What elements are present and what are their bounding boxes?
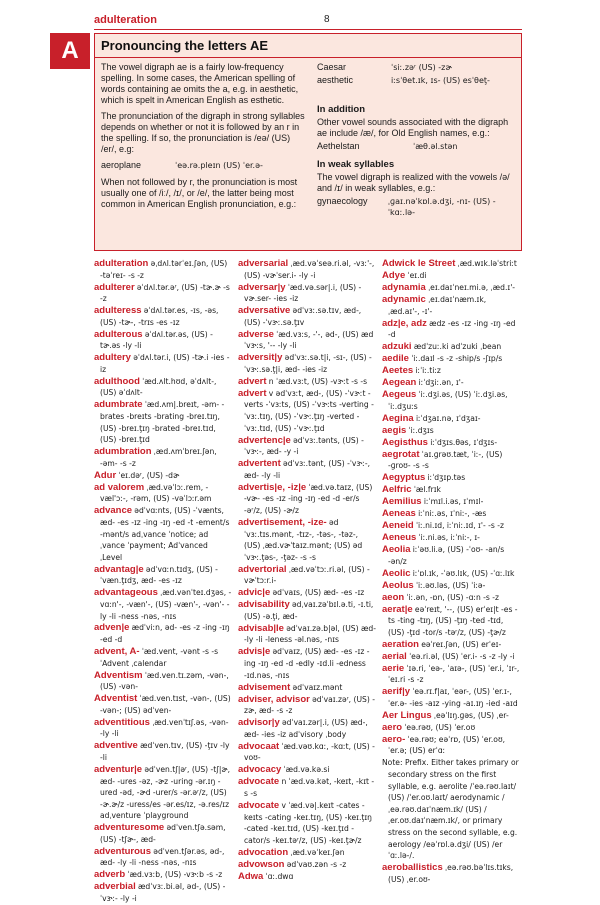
entry-pronunciation: ədˈvaɪz.mənt <box>292 682 343 692</box>
entry-headword: advisab|le <box>238 622 284 634</box>
dictionary-entry <box>94 869 232 881</box>
entry-pronunciation: Note: Prefix. Either takes primary or secondary stress on the first syllable, e.g. aerolite /ˈeə.rəʊ.laɪt/ (US) /ˈer.oʊ.laɪt/ aerodynamic /ˌeə.rəʊ.daɪˈnæm.ɪk/ (US) /ˌer.oʊ.daɪˈnæm.ɪk/, or primary stress on the second syllable, e.g. aerology /eəˈrɒl.ə.dʒi/ (US) /erˈɑː.lə-/. <box>382 758 519 861</box>
dictionary-entry <box>238 646 376 681</box>
entry-column-3 <box>382 258 526 884</box>
entry-headword: advocate <box>238 776 280 788</box>
dictionary-entry <box>382 580 520 592</box>
entry-headword: aerial <box>382 650 407 662</box>
entry-pronunciation: əˈdʌl.tər.i, (US) -tɚ.i -ies -iz <box>100 353 230 374</box>
entry-pronunciation: ˈæd.və.kə.si <box>283 765 330 775</box>
entry-headword: Aelfric <box>382 484 412 496</box>
entry-pronunciation: ədˈvɜː.sə.tɪv, æd-, (US) -ˈvɝː.sə.ţɪv <box>244 306 362 327</box>
example-word: Caesar <box>317 62 347 72</box>
dictionary-entry <box>238 388 376 434</box>
dictionary-entry <box>94 622 232 645</box>
dictionary-columns <box>94 258 526 904</box>
dictionary-entry <box>382 282 520 294</box>
dictionary-entry <box>94 587 232 622</box>
dictionary-entry <box>94 693 232 716</box>
dictionary-entry <box>382 413 520 425</box>
entry-pronunciation: ədˈvɜː.tɪs.mənt, -tɪz-, -təs-, -təz-, (US) ˌæd.vɚˈtaɪz.mənt; (US) ədˈvɝː.ţəs-, -ţəz- -s -s <box>244 517 363 562</box>
entry-headword: adventur|e <box>94 763 143 775</box>
dictionary-entry <box>238 376 376 388</box>
entry-headword: adumbration <box>94 446 152 458</box>
entry-headword: Adventist <box>94 693 138 705</box>
subheading-in-addition: In addition <box>317 104 366 115</box>
dictionary-entry <box>382 437 520 449</box>
entry-pronunciation: ədˌvaɪ.zəˈbɪl.ə.ti, -ɪ.ti, (US) -ə.ţi, æd- <box>244 600 374 621</box>
entry-headword: adverbial <box>94 881 136 893</box>
entry-headword: advocate <box>238 799 280 811</box>
dictionary-entry <box>238 764 376 776</box>
entry-pronunciation: ˈæd.vent, -vənt -s -s ˈAdvent ˌcalendar <box>100 647 219 668</box>
dictionary-entry <box>382 604 520 639</box>
entry-pronunciation: əˈdʌl.tər.es, -ɪs, -əs, (US) -tɚ-, -trɪs -es -ɪz <box>100 306 219 327</box>
dictionary-entry <box>238 352 376 375</box>
dictionary-entry <box>94 352 232 375</box>
dictionary-entry <box>94 376 232 399</box>
entry-headword: Aer Lingus <box>382 709 432 721</box>
entry-pronunciation: ˌæd.wɪk.ləˈstriːt <box>457 259 517 268</box>
entry-headword: adulthood <box>94 375 140 387</box>
entry-headword: adulterer <box>94 281 135 293</box>
entry-pronunciation: ˈæd.vɜːs, -'-, əd-, (US) ædˈvɝːs, '-- -ly -li <box>244 329 374 351</box>
entry-headword: Adye <box>382 269 406 281</box>
dictionary-entry <box>382 757 520 861</box>
entry-headword: advisability <box>238 599 290 611</box>
dictionary-entry <box>382 663 520 686</box>
entry-headword: adulterous <box>94 328 143 340</box>
example-word: aeroplane <box>101 160 142 170</box>
entry-headword: Aeneas <box>382 508 416 520</box>
entry-headword: adverb <box>94 869 126 881</box>
entry-pronunciation: ˌæd.vəˈkeɪ.ʃən <box>290 847 345 857</box>
entry-headword: Aeolia <box>382 544 411 556</box>
entry-headword: advance <box>94 505 133 517</box>
example-pron: ˈæθ.əl.stən <box>413 142 458 151</box>
entry-pronunciation: ədˈvaɪ.zəʳ, (US) -zɚ, æd- -s -z <box>244 694 375 716</box>
dictionary-entry <box>238 329 376 352</box>
entry-headword: Aemilius <box>382 496 422 508</box>
entry-pronunciation: ˌæd.vəˈseə.ri.əl, -vɜː'-, (US) -vɚˈser.i- -ly -i <box>244 259 375 280</box>
entry-pronunciation: ədˈvɜː.tənts, (US) -ˈvɝː-, æd- -y -i <box>244 435 364 457</box>
entry-headword: Aeetes <box>382 365 414 377</box>
entry-headword: adventitious <box>94 716 150 728</box>
dictionary-entry <box>238 776 376 799</box>
dictionary-entry <box>238 305 376 328</box>
page-number: 8 <box>324 14 330 25</box>
example-pron: ˈeə.rə.pleɪn (US) ˈer.ə- <box>175 161 263 170</box>
entry-pronunciation: v ˈæd.və|.keɪt -cates -keɪts -cating -keɪ.tɪŋ, (US) -keɪ.ţɪŋ -cated -keɪ.tɪd, (US) -keɪ.ţɪd -cator/s -keɪ.təʳ/z, (US) -keɪ.ţɚ/z <box>244 800 372 845</box>
entry-headword: aeroballistics <box>382 862 443 874</box>
dictionary-entry <box>382 592 520 604</box>
entry-pronunciation: ˈæd.ʌm|.breɪt, -əm- -brates -breɪts -brating -breɪ.tɪŋ, (US) -breɪ.ţɪŋ -brated -breɪ.tɪd, (US) -breɪ.ţɪd <box>100 400 225 445</box>
entry-pronunciation: ˈiː.dʒɪs <box>408 425 434 435</box>
dictionary-entry <box>382 532 520 544</box>
dictionary-entry <box>382 353 520 365</box>
dictionary-entry <box>238 800 376 846</box>
entry-pronunciation: ˈæl.frɪk <box>413 485 441 495</box>
dictionary-entry <box>238 682 376 694</box>
entry-headword: advantageous <box>94 587 158 599</box>
entry-headword: aegrotat <box>382 448 420 460</box>
entry-pronunciation: ədˈvaɪ.zər|.i, (US) æd-, æd- -ies -iz adˈvisory ˌbody <box>244 718 368 739</box>
entry-pronunciation: iːˈɒl.ɪk, -ˈəʊ.lɪk, (US) -ˈɑː.lɪk <box>412 568 515 578</box>
entry-pronunciation: ˈeə.rəʊ, (US) ˈer.oʊ <box>404 722 476 732</box>
entry-pronunciation: ˈiː.ni.ɪd, iːˈniː.ɪd, ɪ'- -s -z <box>415 521 504 531</box>
entry-headword: aero- <box>382 733 406 745</box>
entry-pronunciation: ˈæd.ʌlt.hʊd, əˈdʌlt-, (US) əˈdʌlt- <box>100 376 217 398</box>
letter-tab: A <box>50 33 90 69</box>
entry-pronunciation: ˈiː.ni.əs, iːˈniː-, ɪ- <box>418 533 480 543</box>
dictionary-entry <box>238 517 376 563</box>
entry-pronunciation: ədˈvaɪ.zə.b|əl, (US) æd- -ly -li -leness -əl.nəs, -nɪs <box>244 623 376 645</box>
entry-headword: advent, A- <box>94 646 140 658</box>
entry-pronunciation: eəˈreɪt, '--, (US) erˈeɪ|t -es -ts -ting -tɪŋ, (US) -ţɪŋ -ted -tɪd, (US) -ţɪd -tor/s -təʳ/z, (US) -ţɚ/z <box>388 604 518 637</box>
entry-pronunciation: ˌæd.vəˈtɔː.ri.əl, (US) -vɚˈtɔːr.i- <box>244 564 370 586</box>
dictionary-entry <box>94 564 232 587</box>
entry-headword: aerat|e <box>382 603 413 615</box>
dictionary-entry <box>382 270 520 282</box>
entry-pronunciation: ædz -es -ɪz -ing -ɪŋ -ed -d <box>388 318 516 340</box>
example-aeroplane <box>101 160 305 171</box>
dictionary-entry <box>94 846 232 869</box>
entry-pronunciation: ˈeə.ri.əl, (US) ˈer.i- -s -z -ly -i <box>409 651 515 661</box>
panel-para-1: The vowel digraph ae is a fairly low-frequency spelling. In some cases, the American spelling of words containing ae omits the a, e.g. in aesthetic, which is spelt in American English as esthetic. <box>101 62 299 105</box>
entry-headword: Aegeus <box>382 389 417 401</box>
entry-pronunciation: iːˈdʒaɪ.nə, ɪˈdʒaɪ- <box>415 413 481 423</box>
entry-headword: Aeolus <box>382 579 414 591</box>
entry-pronunciation: ædˈzuː.ki adˈzuki ˌbean <box>413 342 502 352</box>
entry-pronunciation: ˈeɪ.di <box>407 270 427 280</box>
dictionary-entry <box>94 305 232 328</box>
entry-pronunciation: ˈɪə.ri, ˈeə-, ˈaɪə-, (US) ˈer.i, ˈɪr-, ˈeɪ.ri -s -z <box>388 663 520 685</box>
entry-headword: adynamic <box>382 293 426 305</box>
entry-pronunciation: ˌeɪ.daɪˈneɪ.mi.ə, ˌæd.ɪ'- <box>428 282 516 292</box>
dictionary-entry <box>238 741 376 764</box>
entry-headword: adversative <box>238 305 291 317</box>
dictionary-entry <box>94 258 232 281</box>
entry-headword: advowson <box>238 858 285 870</box>
entry-pronunciation: iːˈdʒiː.ən, ɪ'- <box>418 378 464 388</box>
entry-column-2 <box>238 258 382 882</box>
entry-headword: Adwa <box>238 870 264 882</box>
dictionary-entry <box>382 568 520 580</box>
dictionary-entry <box>382 472 520 484</box>
entry-headword: adversit|y <box>238 352 283 364</box>
entry-pronunciation: əˈdʌl.tər.əʳ, (US) -tɚ.ɚ -s -z <box>100 282 230 304</box>
dictionary-entry <box>382 425 520 437</box>
entry-pronunciation: iːˈdʒɪs.θəs, ɪˈdʒɪs- <box>430 437 498 447</box>
entry-pronunciation: ədˈven.tʃər.əs, əd-, æd- -ly -li -ness -nəs, -nɪs <box>100 846 225 868</box>
entry-pronunciation: ædˈviːn, əd- -es -z -ing -ɪŋ -ed -d <box>100 623 230 645</box>
entry-headword: aeration <box>382 638 419 650</box>
entry-headword: adynamia <box>382 281 426 293</box>
dictionary-entry <box>382 722 520 734</box>
panel-title: Pronouncing the letters AE <box>95 34 521 58</box>
entry-headword: Aeneid <box>382 520 414 532</box>
entry-pronunciation: ˈiː.əʊ.ləs, (US) ˈiːə- <box>415 580 486 590</box>
dictionary-entry <box>94 446 232 469</box>
dictionary-entry <box>238 282 376 305</box>
entry-headword: adversarial <box>238 258 289 269</box>
example-pron: ˈsiː.zəʳ (US) -zɚ <box>391 63 452 72</box>
dictionary-entry <box>382 294 520 317</box>
panel-para-4: Other vowel sounds associated with the digraph ae include /æ/, for Old English names, e.g.: <box>317 117 509 138</box>
dictionary-entry <box>94 329 232 352</box>
entry-headword: advertent <box>238 458 281 470</box>
entry-headword: adulteration <box>94 258 149 269</box>
entry-headword: aeon <box>382 591 405 603</box>
entry-pronunciation: v ədˈvɜːt, æd-, (US) -ˈvɝːt -verts -ˈvɜːts, (US) -ˈvɝːts -verting -ˈvɜː.tɪŋ, (US) -ˈvɝː.ţɪŋ -verted -ˈvɜː.tɪd, (US) -ˈvɝː.ţɪd <box>244 388 374 433</box>
dictionary-entry <box>238 717 376 740</box>
entry-headword: advocaat <box>238 740 280 752</box>
entry-headword: advertisement, -ize- <box>238 516 327 528</box>
entry-pronunciation: ˈæd.və.sər|.i, (US) -vɚ.ser- -ies -iz <box>244 282 362 304</box>
entry-column-1 <box>94 258 238 904</box>
entry-pronunciation: iːˈdʒɪp.təs <box>427 473 466 483</box>
entry-headword: advert <box>238 387 267 399</box>
entry-headword: Adventism <box>94 669 143 681</box>
dictionary-entry <box>94 282 232 305</box>
dictionary-entry <box>382 318 520 341</box>
example-word: gynaecology <box>317 196 368 206</box>
entry-pronunciation: ˈiː.dʒi.əs, (US) ˈiː.dʒi.əs, ˈiː.dʒuːs <box>388 390 508 411</box>
dictionary-entry <box>94 482 232 505</box>
entry-headword: advocation <box>238 846 289 858</box>
entry-pronunciation: ˈiː.daɪl -s -z -ship/s -ʃɪp/s <box>411 354 503 364</box>
entry-pronunciation: ədˈvaɪz, (US) æd- -es -ɪz -ing -ɪŋ -ed -d -edly -ɪd.li -edness -ɪd.nəs, -nɪs <box>244 647 370 680</box>
entry-headword: advocacy <box>238 764 282 776</box>
entry-pronunciation: n ˈæd.və.kət, -keɪt, -kɪt -s -s <box>244 777 375 798</box>
entry-pronunciation: iːˈiː.tiːz <box>415 366 441 376</box>
entry-headword: ad valorem <box>94 481 145 493</box>
entry-headword: adumbrate <box>94 399 143 411</box>
entry-headword: advis|e <box>238 646 271 658</box>
entry-headword: Aegyptus <box>382 472 426 484</box>
entry-pronunciation: ˈæd.ven.tɪst, -vən-, (US) -vən-; (US) ədˈven- <box>100 694 231 715</box>
entry-pronunciation: əˌdʌl.tərˈeɪ.ʃən, (US) -təˈreɪ- -s -z <box>100 259 228 280</box>
entry-headword: advertorial <box>238 563 287 575</box>
dictionary-entry <box>382 734 520 757</box>
dictionary-entry <box>238 871 376 883</box>
header-rule <box>94 29 522 30</box>
dictionary-entry <box>94 399 232 445</box>
dictionary-entry <box>94 646 232 669</box>
entry-headword: adultery <box>94 352 131 364</box>
entry-pronunciation: ˈæd.vəʊ.kɑː, -kɑːt, (US) -voʊ- <box>244 741 375 763</box>
entry-pronunciation: ˈæd.ven.tɪ.zəm, -vən-, (US) -vən- <box>100 670 229 692</box>
dictionary-entry <box>94 822 232 845</box>
entry-pronunciation: ædˈvɜː.bi.əl, əd-, (US) -ˈvɝː- -ly -i <box>100 882 226 904</box>
pronunciation-panel <box>94 33 522 251</box>
entry-headword: aerie <box>382 662 405 674</box>
entry-pronunciation: ədˈvɜː.tənt, (US) -ˈvɝː-, æd- -ly -li <box>244 459 371 480</box>
dictionary-entry <box>238 623 376 646</box>
example-aethelstan <box>317 141 517 152</box>
entry-headword: advert <box>238 375 267 387</box>
panel-para-3: When not followed by r, the pronunciation is most usually one of /iː/, /ɪ/, or /e/, the latter being most common in American English pronunciation, e.g.: <box>101 177 298 209</box>
entry-pronunciation: ˈæd.vɜːb, (US) -vɝːb -s -z <box>127 870 223 880</box>
running-head: adulteration <box>94 14 157 26</box>
entry-pronunciation: n ˈæd.vɜːt, (US) -vɝːt -s -s <box>268 376 368 386</box>
entry-headword: aero <box>382 721 403 733</box>
dictionary-entry <box>382 651 520 663</box>
dictionary-entry <box>382 341 520 353</box>
panel-para-5: The vowel digraph is realized with the vowels /ə/ and /ɪ/ in weak syllables, e.g.: <box>317 172 510 193</box>
dictionary-entry <box>94 505 232 563</box>
entry-pronunciation: ˈiː.ən, -ɒn, (US) -ɑːn -s -z <box>406 592 500 602</box>
dictionary-entry <box>382 365 520 377</box>
entry-pronunciation: əˈdʌl.tər.əs, (US) -tɚ.əs -ly -li <box>100 329 213 351</box>
entry-headword: Aegean <box>382 377 417 389</box>
entry-pronunciation: ˌæd.ʌmˈbreɪ.ʃən, -əm- -s -z <box>100 447 217 468</box>
entry-pronunciation: ədˈven.tʃ|əʳ, (US) -tʃ|ɚ, æd- -ures -əz, -ɚz -uring -ər.ɪŋ -ured -əd, -ɚd -urer/s -ər.əʳ/z, (US) -ɚ.ɚ/z -uress/es -ər.es/ɪz, -ə.res/ɪz adˌventure ˈplayground <box>100 764 231 821</box>
entry-pronunciation: ˈeɪ.dəʳ, (US) -dɚ <box>118 470 180 480</box>
dictionary-entry <box>94 670 232 693</box>
entry-headword: Aegina <box>382 412 414 424</box>
dictionary-entry <box>382 449 520 472</box>
entry-pronunciation: ˌæd.vənˈteɪ.dʒəs, -vɑːn'-, -væn'-, (US) -væn'-, -vən'- -ly -li -ness -nəs, -nɪs <box>100 588 232 621</box>
example-caesar <box>317 62 517 73</box>
subheading-weak-syllables: In weak syllables <box>317 159 395 170</box>
entry-pronunciation: ˌæd.vəˈlɔː.rem, -væl'ɔː-, -rəm, (US) -vəˈlɔːr.əm <box>100 482 212 504</box>
dictionary-entry <box>238 482 376 517</box>
entry-pronunciation: ˌeəˈlɪŋ.ɡəs, (US) ˌer- <box>433 710 509 720</box>
example-pron: ˌɡaɪ.nəˈkɒl.ə.dʒi, -nɪ- (US) -ˈkɑː.lə- <box>387 197 496 217</box>
entry-headword: advertenc|e <box>238 434 291 446</box>
entry-pronunciation: ˌæd.venˈtɪʃ.əs, -vən- -ly -li <box>100 717 229 739</box>
entry-pronunciation: ˈæd.və.taɪz, (US) -vɚ- -es -ɪz -ing -ɪŋ -ed -d -er/s -əʳ/z, (US) -ɚ/z <box>244 482 373 515</box>
dictionary-entry <box>94 740 232 763</box>
dictionary-entry <box>238 587 376 599</box>
entry-pronunciation: ədˈvɜː.sə.t|i, -sɪ-, (US) -ˈvɝː.sə.ţ|i, æd- -ies -iz <box>244 353 372 374</box>
entry-pronunciation: ədˈvɑːn.tɪdʒ, (US) -ˈvæn.ţɪdʒ, æd- -es -ɪz <box>100 564 218 586</box>
dictionary-entry <box>238 694 376 717</box>
panel-left-column <box>101 62 305 215</box>
entry-pronunciation: ədˈven.tʃə.səm, (US) -tʃɚ-, æd- <box>100 823 226 844</box>
dictionary-entry <box>238 847 376 859</box>
example-word: aesthetic <box>317 75 354 85</box>
entry-headword: adventurous <box>94 845 152 857</box>
entry-pronunciation: ˌeə.rəʊ.bəˈlɪs.tɪks, (US) ˌer.oʊ- <box>388 863 514 884</box>
dictionary-entry <box>382 389 520 412</box>
entry-headword: Aeneus <box>382 532 417 544</box>
entry-pronunciation: ˈaɪ.ɡrəʊ.tæt, ˈiː-, (US) -ɡroʊ- -s -s <box>388 449 503 471</box>
example-word: Aethelstan <box>317 141 360 151</box>
entry-headword: adven|e <box>94 622 130 634</box>
entry-headword: adz|e, adz <box>382 317 427 329</box>
dictionary-entry <box>238 435 376 458</box>
entry-headword: advertis|e, -iz|e <box>238 481 307 493</box>
entry-pronunciation: ˌeɪ.daɪˈnæm.ɪk, ˌæd.aɪ'-, -ɪ'- <box>388 294 487 316</box>
dictionary-entry <box>382 258 520 270</box>
entry-pronunciation: iːˈmɪl.i.əs, ɪˈmɪl- <box>423 497 484 507</box>
example-pron: iːsˈθet.ɪk, ɪs- (US) esˈθeţ- <box>391 76 490 85</box>
dictionary-entry <box>94 764 232 822</box>
panel-para-2: The pronunciation of the digraph in strong syllables depends on whether or not it is followed by an r in the spelling. If so, the pronunciation is /eə/ (US) /er/, e.g: <box>101 111 305 154</box>
dictionary-entry <box>238 599 376 622</box>
entry-headword: advantag|e <box>94 563 144 575</box>
entry-pronunciation: ˈɑː.dwɑ <box>265 871 294 881</box>
entry-pronunciation: ədˈvɑːnts, (US) -ˈvænts, æd- -es -ɪz -ing -ɪŋ -ed -t -ement/s -mənt/s adˌvance ˈnotice; adˌvance ˈpayment; Adˈvanced ˌLevel <box>100 506 230 562</box>
dictionary-entry <box>382 508 520 520</box>
entry-headword: adversar|y <box>238 281 286 293</box>
dictionary-entry <box>382 484 520 496</box>
dictionary-entry <box>382 520 520 532</box>
dictionary-entry <box>382 639 520 651</box>
entry-headword: advisor|y <box>238 717 280 729</box>
dictionary-entry <box>94 717 232 740</box>
entry-headword: aerif|y <box>382 686 411 698</box>
entry-headword: advisement <box>238 681 291 693</box>
entry-pronunciation: ædˈven.tɪv, (US) -ţɪv -ly -li <box>100 741 230 762</box>
dictionary-entry <box>238 564 376 587</box>
entry-headword: adzuki <box>382 341 412 353</box>
entry-pronunciation: ədˈvaʊ.zən -s -z <box>286 859 347 869</box>
panel-right-column <box>317 62 517 220</box>
dictionary-entry <box>238 258 376 281</box>
entry-pronunciation: ədˈvaɪs, (US) æd- -es -ɪz <box>272 588 365 598</box>
entry-headword: adulteress <box>94 305 142 317</box>
entry-headword: adverse <box>238 328 274 340</box>
entry-pronunciation: eəˈreɪ.ʃən, (US) erˈeɪ- <box>421 639 502 649</box>
dictionary-entry <box>382 686 520 709</box>
dictionary-entry <box>382 377 520 389</box>
example-aesthetic <box>317 75 517 86</box>
entry-pronunciation: iːˈniː.əs, ɪˈniː-, -æs <box>418 509 487 519</box>
entry-headword: Aeolic <box>382 567 411 579</box>
dictionary-entry <box>382 496 520 508</box>
entry-headword: aegis <box>382 424 407 436</box>
entry-headword: adviser, advisor <box>238 693 310 705</box>
entry-headword: Adur <box>94 469 117 481</box>
entry-headword: Adwick le Street <box>382 258 456 269</box>
entry-headword: adventive <box>94 740 138 752</box>
entry-headword: aedile <box>382 353 409 365</box>
entry-headword: adventuresome <box>94 822 165 834</box>
entry-pronunciation: ˈeə.rəʊ; eəˈrɒ, (US) ˈer.oʊ, ˈer.ə; (US) erˈɑː <box>388 734 506 756</box>
dictionary-entry <box>238 458 376 481</box>
dictionary-entry <box>382 710 520 722</box>
dictionary-entry <box>94 470 232 482</box>
dictionary-entry <box>94 881 232 904</box>
dictionary-entry <box>382 544 520 567</box>
entry-pronunciation: ˈeə.rɪ.f|aɪ, ˈeər-, (US) ˈer.ɪ-, ˈer.ə- -ies -aɪz -ying -aɪ.ɪŋ -ied -aɪd <box>388 687 518 708</box>
entry-headword: Aegisthus <box>382 436 428 448</box>
entry-pronunciation: iːˈəʊ.li.ə, (US) -ˈoʊ- -an/s -ən/z <box>388 545 505 566</box>
dictionary-entry <box>382 862 520 885</box>
example-gynaecology <box>317 196 517 218</box>
dictionary-entry <box>238 859 376 871</box>
entry-headword: advic|e <box>238 587 271 599</box>
